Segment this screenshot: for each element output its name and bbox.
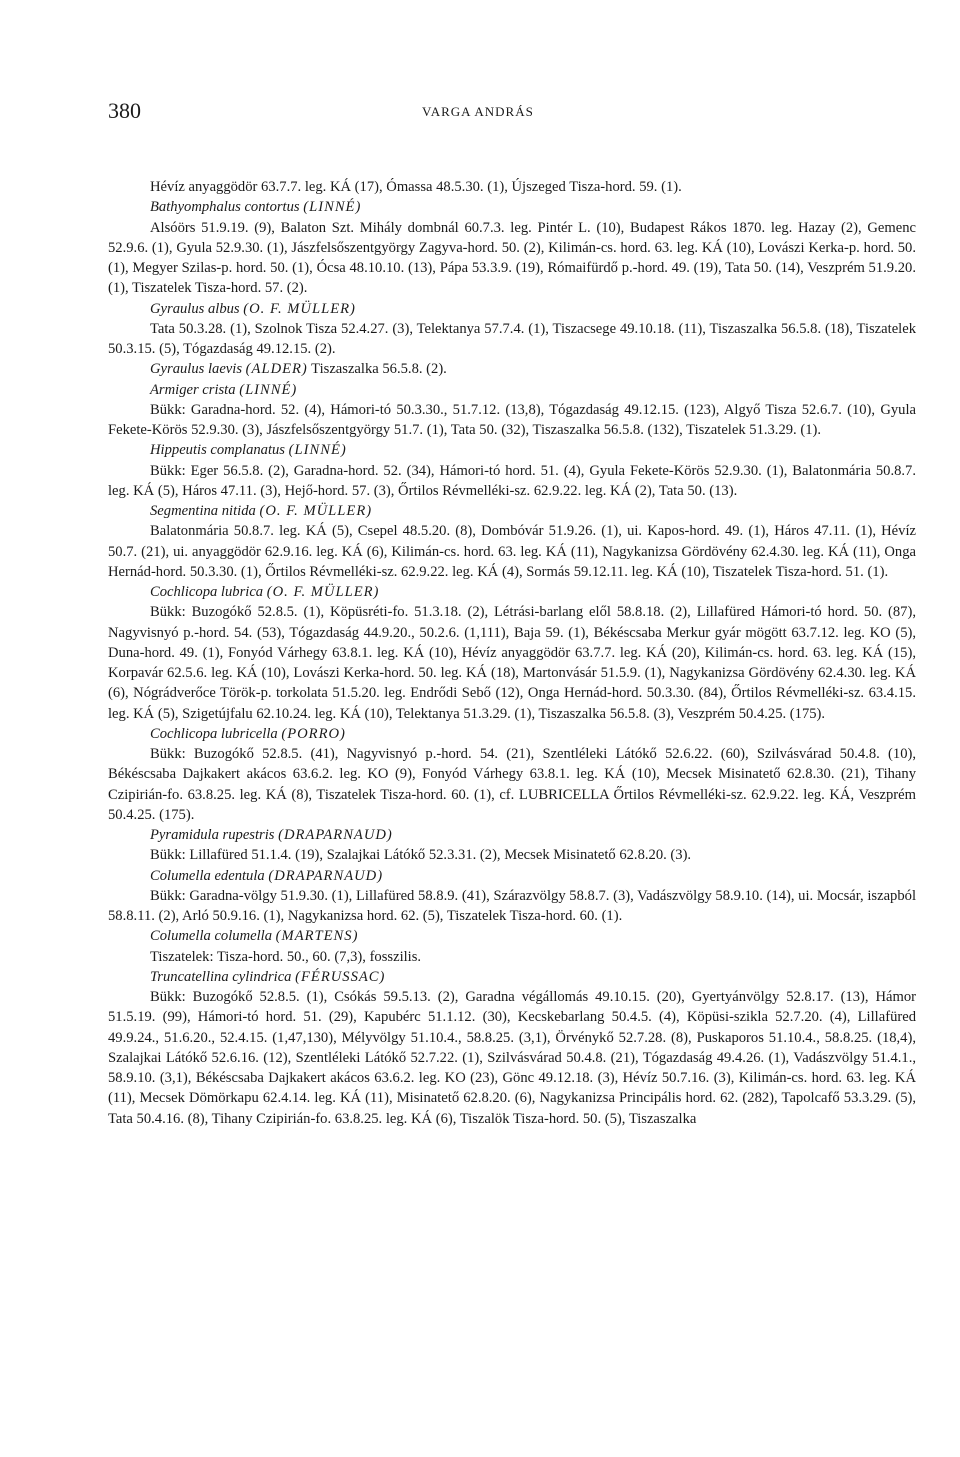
species-name: Armiger crista (150, 381, 236, 398)
locality-records: Bükk: Buzogókő 52.8.5. (1), Köpüsréti-fo. 51.3.18. (2), Létrási-barlang elől 58.8.18. (2), Lillafüred Hámori-tó hord. 50. (87), Nagyvisnyó p.-hord. 54. (53), Tógazdaság 44.9.20., 50.2.6. (1,111), Baja 59. (1), Békéscsaba Merkur gyár mögött 63.7.12. leg. KO (5), Duna-hord. 49. (1), Fonyód Várhegy 63.8.1. leg. KÁ (10), Hévíz anyaggödör 63.7.7. leg. KÁ (20), Kilimán-cs. hord. 63. leg. KÁ (15), Korpavár 62.5.6. leg. KÁ (10), Lovászi Kerka-hord. 50. leg. KÁ (18), Martonvásár 51.5.9. (1), Nagykanizsa Gördövény 62.4.30. leg. KÁ (6), Nógrádverőce Török-p. torkolata 51.5.20. leg. Endrődi Sebő (12), Onga Hernád-hord. 50.3.30. (84), Őrtilos Révmelléki-sz. 63.4.15. leg. KÁ (5), Szigetújfalu 62.10.24. leg. KÁ (10), Telektanya 51.3.29. (1), Tiszaszalka 56.5.8. (3), Veszprém 50.4.25. (175). (108, 604, 916, 722)
locality-records: Alsóörs 51.9.19. (9), Balaton Szt. Mihály dombnál 60.7.3. leg. Pintér L. (10), Budapest Rákos 1870. leg. Hazay (2), Gemenc 52.9.6. (1), Gyula 52.9.30. (1), Jászfelsőszentgyörgy Zagyva-hord. 50. (2), Kilimán-cs. hord. 63. leg. KÁ (10), Lovászi Kerka-p. hord. 50. (1), Megyer Szilas-p. hord. 50. (1), Ócsa 48.10.10. (13), Pápa 53.3.9. (19), Rómaifürdő p.-hord. 49. (19), Tata 50. (14), Veszprém 51.9.20. (1), Tiszatelek Tisza-hord. 57. (2). (108, 219, 916, 297)
species-name: Gyraulus albus (150, 300, 240, 317)
page-header (108, 98, 928, 128)
species-name: Pyramidula rupestris (150, 827, 275, 843)
locality-records: Bükk: Lillafüred 51.1.4. (19), Szalajkai Látókő 52.3.31. (2), Mecsek Misinatető 62.8.20. (3). (150, 847, 692, 864)
species-records-inline: Tiszaszalka 56.5.8. (2). (307, 361, 447, 378)
species-author: (O. F. MÜLLER) (243, 300, 356, 317)
species-heading (108, 359, 916, 379)
locality-records: Bükk: Garadna-hord. 52. (4), Hámori-tó 50.3.30., 51.7.12. (13,8), Tógazdaság 49.12.15. (123), Algyő Tisza 52.6.7. (10), Gyula Fekete-Körös 52.9.30. (3), Jászfelsőszentgyörgy 51.7. (1), Tata 50. (32), Tiszaszalka 56.5.8. (132), Tiszatelek 51.3.29. (1). (108, 401, 916, 438)
species-name: Cochlicopa lubrica (150, 584, 264, 600)
species-heading (108, 724, 916, 744)
locality-records: Bükk: Buzogókő 52.8.5. (41), Nagyvisnyó p.-hord. 54. (21), Szentléleki Látókő 52.6.22. (60), Szilvásvárad 50.4.8. (10), Békéscsaba Dajkakert akácos 63.6.2. leg. KO (9), Fonyód Várhegy 63.8.1. leg. KÁ (10), Mecsek Misinatető 62.8.30. (21), Tihany Czipirián-fo. 63.8.25. leg. KÁ (8), Tiszatelek Tisza-hord. 60. (1), cf. LUBRICELLA Őrtilos Révmelléki-sz. 62.9.22. leg. KÁ, Veszprém 50.4.25. (175). (108, 746, 916, 823)
species-heading (108, 866, 916, 886)
species-author: (DRAPARNAUD) (278, 827, 393, 843)
species-author: (FÉRUSSAC) (295, 968, 386, 985)
species-name: Segmentina nitida (150, 503, 256, 519)
species-name: Cochlicopa lubricella (150, 725, 278, 742)
locality-records: Bükk: Eger 56.5.8. (2), Garadna-hord. 52. (34), Hámori-tó hord. 51. (4), Gyula Fekete-Körös 52.9.30. (1), Balatonmária 50.8.7. leg. KÁ (5), Háros 47.11. (3), Hejő-hord. 57. (3), Őrtilos Révmelléki-sz. 62.9.22. leg. KÁ (2), Tata 50. (13). (108, 462, 916, 499)
page-number: 380 (108, 98, 141, 123)
species-name: Columella edentula (150, 867, 265, 884)
species-name: Bathyomphalus contortus (150, 199, 300, 216)
species-author: (ALDER) (245, 361, 308, 378)
locality-records: Bükk: Garadna-völgy 51.9.30. (1), Lillafüred 58.8.9. (41), Szárazvölgy 58.8.7. (3), Vadászvölgy 58.9.10. (14), ui. Mocsár, iszapból 58.8.11. (2), Arló 50.9.16. (1), Nagykanizsa hord. 62. (5), Tiszatelek Tisza-hord. 60. (1). (108, 887, 916, 924)
species-name: Hippeutis complanatus (150, 442, 285, 459)
species-heading (108, 501, 916, 521)
species-heading (108, 197, 916, 217)
species-heading (108, 825, 916, 845)
species-heading (108, 380, 916, 400)
species-author: (O. F. MÜLLER) (259, 503, 373, 519)
species-author: (DRAPARNAUD) (268, 867, 384, 884)
species-author: (LINNÉ) (303, 199, 362, 216)
species-name: Columella columella (150, 928, 273, 945)
body-text (108, 177, 916, 1129)
species-author: (PORRO) (281, 725, 346, 742)
species-heading (108, 967, 916, 987)
species-heading (108, 582, 916, 602)
species-name: Truncatellina cylindrica (150, 968, 292, 985)
species-author: (LINNÉ) (239, 381, 298, 398)
running-head: VARGA ANDRÁS (422, 104, 534, 119)
locality-records: Balatonmária 50.8.7. leg. KÁ (5), Csepel 48.5.20. (8), Dombóvár 51.9.26. (1), ui. Kapos-hord. 49. (1), Háros 47.11. (1), Hévíz 50.7. (21), ui. anyaggödör 62.9.16. leg. KÁ (6), Kilimán-cs. hord. 63. leg. KÁ (11), Nagykanizsa Gördövény 62.4.30. leg. KÁ (11), Onga Hernád-hord. 50.3.30. (1), Őrtilos Révmelléki-sz. 62.9.22. leg. KÁ (4), Sormás 59.12.11. leg. KÁ (10), Tiszatelek Tisza-hord. 51. (1). (108, 523, 916, 580)
species-author: (MARTENS) (275, 928, 359, 945)
locality-records: Tiszatelek: Tisza-hord. 50., 60. (7,3), fosszilis. (150, 948, 422, 965)
species-heading (108, 926, 916, 946)
species-heading (108, 299, 916, 319)
species-author: (LINNÉ) (288, 442, 347, 459)
species-author: (O. F. MÜLLER) (266, 584, 380, 600)
locality-records: Bükk: Buzogókő 52.8.5. (1), Csókás 59.5.13. (2), Garadna végállomás 49.10.15. (20), Gyertyánvölgy 52.8.17. (13), Hámor 51.5.19. (99), Hámori-tó hord. 51. (29), Kapubérc 51.1.12. (30), Kecskebarlang 50.4.5. (4), Köpüsi-szikla 52.7.20. (4), Lillafüred 49.9.24., 51.6.20., 52.4.15. (1,47,130), Mélyvölgy 51.10.4., 58.8.25. (3,1), Örvénykő 52.7.28. (8), Puskaporos 51.10.4., 58.8.25. (18,4), Szalajkai Látókő 52.6.16. (12), Szentléleki Látókő 52.7.22. (1), Szilvásvárad 50.4.8. (21), Tógazdaság 49.4.26. (1), Vadászvölgy 51.4.1., 58.9.10. (3,1), Békéscsaba Dajkakert akácos 63.6.2. leg. KO (23), Gönc 49.12.18. (3), Hévíz 50.7.16. (3), Kilimán-cs. hord. 63. leg. KÁ (11), Mecsek Dömörkapu 62.4.14. leg. KÁ (11), Misinatető 62.8.20. (6), Nagykanizsa Principális hord. 62. (282), Tapolcafő 53.3.29. (5), Tata 50.4.16. (8), Tihany Czipirián-fo. 63.8.25. leg. KÁ (6), Tiszalök Tisza-hord. 50. (5), Tiszaszalka (108, 989, 916, 1127)
species-heading (108, 440, 916, 460)
locality-records: Hévíz anyaggödör 63.7.7. leg. KÁ (17), Ómassa 48.5.30. (1), Újszeged Tisza-hord. 59. (1). (150, 179, 682, 195)
species-name: Gyraulus laevis (150, 361, 243, 378)
locality-records: Tata 50.3.28. (1), Szolnok Tisza 52.4.27. (3), Telektanya 57.7.4. (1), Tiszacsege 49.10.18. (11), Tiszaszalka 56.5.8. (18), Tiszatelek 50.3.15. (5), Tógazdaság 49.12.15. (2). (108, 320, 916, 357)
